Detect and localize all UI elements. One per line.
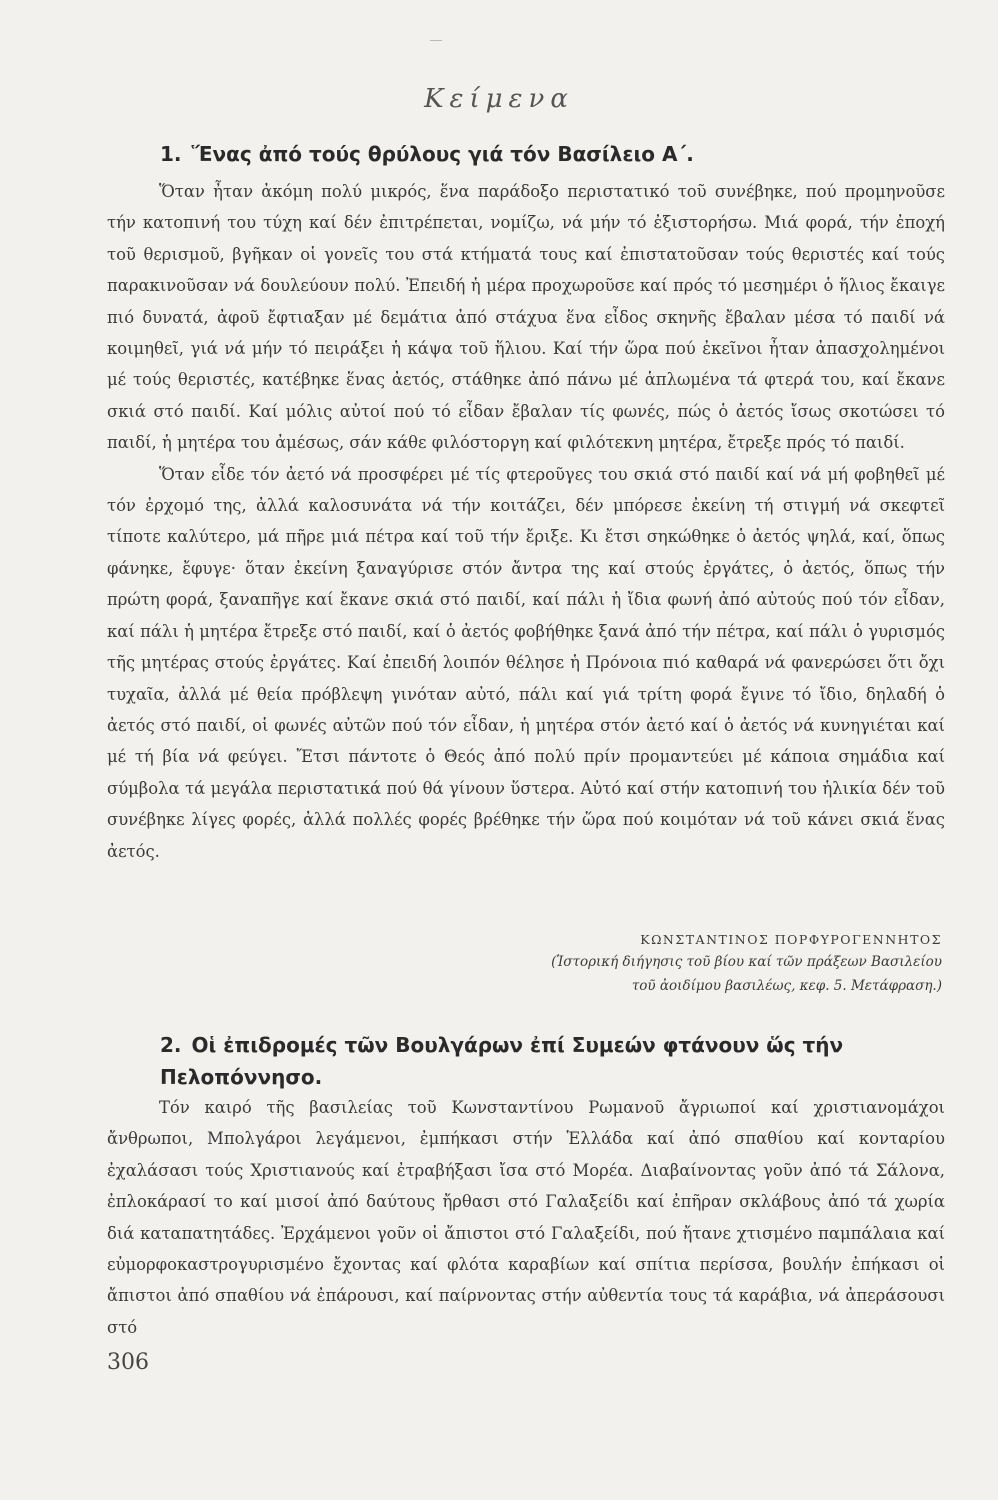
- page-number: 306: [107, 1350, 149, 1375]
- text-1-body: [107, 176, 945, 867]
- section-title: Κείμενα: [424, 84, 574, 114]
- text-1-number: 1.: [160, 142, 182, 166]
- text-2-heading: [160, 1029, 950, 1093]
- citation-source-line-1: (Ἱστορική διήγησις τοῦ βίου καί τῶν πράξεων Βασιλείου: [551, 954, 942, 970]
- scan-artifact: [430, 40, 442, 41]
- citation-source-line-2: τοῦ ἀοιδίμου βασιλέως, κεφ. 5. Μετάφραση.): [631, 978, 942, 994]
- text-1-title: Ἕνας ἀπό τούς θρύλους γιά τόν Βασίλειο Α΄.: [191, 142, 694, 166]
- text-1-paragraph-2: Ὅταν εἶδε τόν ἀετό νά προσφέρει μέ τίς φτεροῦγες του σκιά στό παιδί καί νά μή φοβηθεῖ μέ τόν ἐρχομό της, ἀλλά καλοσυνάτα νά τήν κοιτάζει, δέν μπόρεσε ἐκείνη τή στιγμή νά σκεφτεῖ τίποτε καλύτερο, μά πῆρε μιά πέτρα καί τοῦ τήν ἔριξε. Κι ἔτσι σηκώθηκε ὁ ἀετός ψηλά, καί, ὅπως φάνηκε, ἔφυγε· ὅταν ἐκείνη ξαναγύρισε στόν ἄντρα της καί στούς ἐργάτες, ὁ ἀετός, ὅπως τήν πρώτη φορά, ξαναπῆγε καί ἔκανε σκιά στό παιδί, καί πάλι ἡ ἴδια φωνή ἀπό αὐτούς πού τόν εἶδαν, καί πάλι ἡ μητέρα ἔτρεξε στό παιδί, καί ὁ ἀετός φοβήθηκε ξανά ἀπό τήν πέτρα, καί πάλι ὁ γυρισμός τῆς μητέρας στούς ἐργάτες. Καί ἐπειδή λοιπόν θέλησε ἡ Πρόνοια πιό καθαρά νά φανερώσει ὅτι ὄχι τυχαῖα, ἀλλά μέ θεία πρόβλεψη γινόταν αὐτό, πάλι καί γιά τρίτη φορά ἔγινε τό ἴδιο, δηλαδή ὁ ἀετός στό παιδί, οἱ φωνές αὐτῶν πού τόν εἶδαν, ἡ μητέρα στόν ἀετό καί ὁ ἀετός νά κυνηγιέται καί μέ τή βία νά φεύγει. Ἔτσι πάντοτε ὁ Θεός ἀπό πολύ πρίν προμαντεύει μέ κάποια σημάδια καί σύμβολα τά μεγάλα περιστατικά πού θά γίνουν ὕστερα. Αὐτό καί στήν κατοπινή του ἡλικία δέν τοῦ συνέβηκε λίγες φορές, ἀλλά πολλές φορές βρέθηκε τήν ὥρα πού κοιμόταν νά τοῦ κάνει σκιά ἕνας ἀετός.: [107, 464, 945, 861]
- text-2-title: Οἱ ἐπιδρομές τῶν Βουλγάρων ἐπί Συμεών φτάνουν ὥς τήν Πελοπόννησο.: [160, 1033, 844, 1089]
- text-1-heading: [160, 138, 950, 170]
- text-2-number: 2.: [160, 1033, 182, 1057]
- text-2-paragraph: Τόν καιρό τῆς βασιλείας τοῦ Κωνσταντίνου Ρωμανοῦ ἄγριωποί καί χριστιανομάχοι ἄνθρωποι, Μπολγάροι λεγάμενοι, ἐμπήκασι στήν Ἑλλάδα καί ἀπό σπαθίου καί κονταρίου ἐχαλάσασι τούς Χριστιανούς καί ἐτραβήξασι ἴσα στό Μορέα. Διαβαίνοντας γοῦν ἀπό τά Σάλονα, ἐπλοκάρασί το καί μισοί ἀπό δαύτους ἤρθασι στό Γαλαξείδι καί ἐπῆραν σκλάβους ἀπό τά χωρία διά καταπατητάδες. Ἐρχάμενοι γοῦν οἱ ἄπιστοι στό Γαλαξείδι, πού ἤτανε χτισμένο παμπάλαια καί εὐμορφοκαστρογυρισμένο ἔχοντας καί φλότα καραβίων καί σπίτια περίσσα, βουλήν ἐπήκασι οἱ ἄπιστοι ἀπό σπαθίου νά ἐπάρουσι, καί παίρνοντας στήν αὐθεντία τους τά καράβια, νά ἀπεράσουσι στό: [107, 1098, 945, 1337]
- text-1-paragraph-1: Ὅταν ἦταν ἀκόμη πολύ μικρός, ἕνα παράδοξο περιστατικό τοῦ συνέβηκε, πού προμηνοῦσε τήν κατοπινή του τύχη καί δέν ἐπιτρέπεται, νομίζω, νά μήν τό ἐξιστορήσω. Μιά φορά, τήν ἐποχή τοῦ θερισμοῦ, βγῆκαν οἱ γονεῖς του στά κτήματά τους καί ἐπιστατοῦσαν τούς θεριστές καί τούς παρακινοῦσαν νά δουλεύουν πολύ. Ἐπειδή ἡ μέρα προχωροῦσε καί πρός τό μεσημέρι ὁ ἥλιος ἔκαιγε πιό δυνατά, ἀφοῦ ἔφτιαξαν μέ δεμάτια ἀπό στάχυα ἕνα εἶδος σκηνῆς ἔβαλαν μέσα τό παιδί νά κοιμηθεῖ, γιά νά μήν τό πειράξει ἡ κάψα τοῦ ἥλιου. Καί τήν ὥρα πού ἐκεῖνοι ἦταν ἀπασχολημένοι μέ τούς θεριστές, κατέβηκε ἕνας ἀετός, στάθηκε ἀπό πάνω μέ ἁπλωμένα τά φτερά του, καί ἔκανε σκιά στό παιδί. Καί μόλις αὐτοί πού τό εἶδαν ἔβαλαν τίς φωνές, πώς ὁ ἀετός ἴσως σκοτώσει τό παιδί, ἡ μητέρα του ἀμέσως, σάν κάθε φιλόστοργη καί φιλότεκνη μητέρα, ἔτρεξε πρός τό παιδί.: [107, 182, 945, 453]
- citation-author: ΚΩΝΣΤΑΝΤΙΝΟΣ ΠΟΡΦΥΡΟΓΕΝΝΗΤΟΣ: [640, 932, 942, 947]
- text-2-body: [107, 1092, 945, 1343]
- citation-source: [342, 950, 942, 998]
